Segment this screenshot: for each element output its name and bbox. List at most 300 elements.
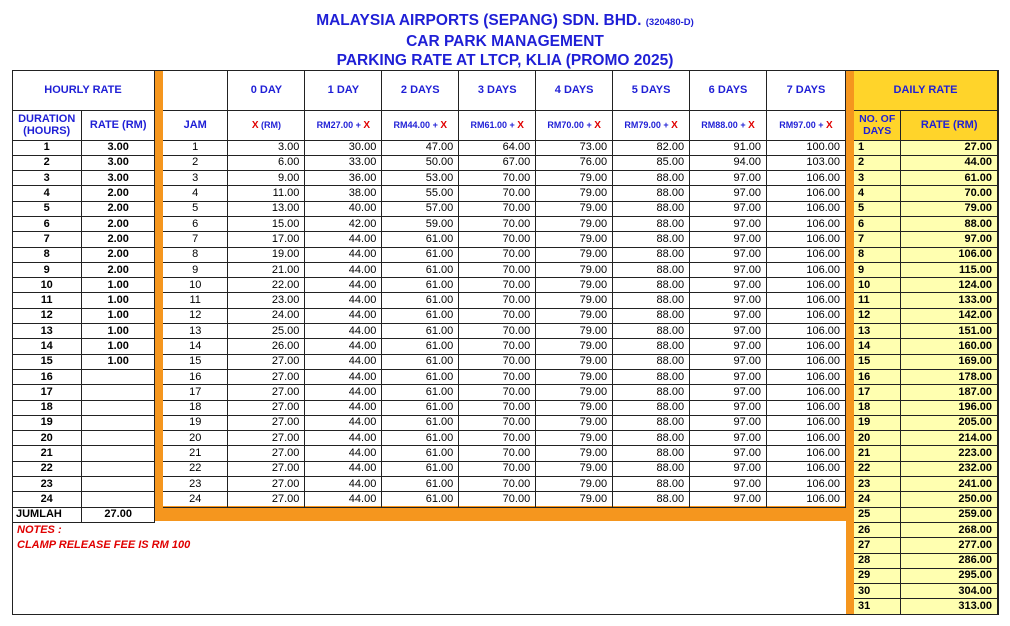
price-cell: 97.00 [690, 216, 767, 231]
rate-rm-header: RATE (RM) [82, 110, 155, 140]
price-cell: 19.00 [228, 247, 305, 262]
formula-cell [228, 110, 305, 140]
company-name: MALAYSIA AIRPORTS (SEPANG) SDN. BHD. [316, 12, 642, 29]
daily-col-header-row [854, 110, 998, 140]
daily-rate-cell: 232.00 [901, 461, 998, 476]
price-cell: 44.00 [305, 308, 382, 323]
daily-row [854, 262, 998, 277]
daily-rate-cell: 151.00 [901, 324, 998, 339]
price-cell: 106.00 [767, 461, 846, 476]
hour-rate-cell: 1.00 [82, 308, 155, 323]
matrix-row [163, 140, 846, 155]
hour-cell: 23 [12, 477, 82, 492]
price-cell: 88.00 [613, 400, 690, 415]
day-count-cell: 10 [854, 278, 901, 293]
hourly-row [12, 385, 155, 400]
daily-row [854, 538, 998, 553]
formula-cell [459, 110, 536, 140]
price-cell: 3.00 [228, 140, 305, 155]
day-count-cell: 8 [854, 247, 901, 262]
price-cell: 106.00 [767, 477, 846, 492]
hourly-rows [12, 140, 155, 507]
daily-rate-cell: 70.00 [901, 186, 998, 201]
price-cell: 27.00 [228, 477, 305, 492]
matrix-row [163, 477, 846, 492]
price-cell: 70.00 [459, 354, 536, 369]
day-count-cell: 30 [854, 584, 901, 599]
hour-rate-cell: 1.00 [82, 339, 155, 354]
price-cell: 55.00 [382, 186, 459, 201]
price-cell: 106.00 [767, 278, 846, 293]
price-cell: 97.00 [690, 369, 767, 384]
daily-rate-cell: 97.00 [901, 232, 998, 247]
total-value: 27.00 [82, 507, 155, 522]
price-cell: 59.00 [382, 216, 459, 231]
matrix-row [163, 201, 846, 216]
hour-cell: 12 [12, 308, 82, 323]
price-cell: 70.00 [459, 369, 536, 384]
matrix-corner [163, 71, 228, 110]
hourly-title-row [12, 71, 155, 110]
hourly-row [12, 186, 155, 201]
price-cell: 76.00 [536, 155, 613, 170]
day-count-cell: 28 [854, 553, 901, 568]
day-count-cell: 2 [854, 155, 901, 170]
hour-rate-cell: 3.00 [82, 171, 155, 186]
daily-row [854, 308, 998, 323]
hour-cell: 16 [12, 369, 82, 384]
price-cell: 88.00 [613, 369, 690, 384]
price-cell: 61.00 [382, 308, 459, 323]
price-cell: 106.00 [767, 247, 846, 262]
price-cell: 61.00 [382, 293, 459, 308]
price-cell: 106.00 [767, 339, 846, 354]
price-cell: 106.00 [767, 324, 846, 339]
price-cell: 64.00 [459, 140, 536, 155]
formula-cell [305, 110, 382, 140]
matrix-row [163, 461, 846, 476]
hour-rate-cell: 2.00 [82, 186, 155, 201]
price-cell: 47.00 [382, 140, 459, 155]
jam-cell: 18 [163, 400, 228, 415]
price-cell: 13.00 [228, 201, 305, 216]
hour-cell: 11 [12, 293, 82, 308]
price-cell: 70.00 [459, 201, 536, 216]
hourly-row [12, 155, 155, 170]
price-cell: 70.00 [459, 431, 536, 446]
matrix-row [163, 155, 846, 170]
hour-cell: 3 [12, 171, 82, 186]
price-cell: 57.00 [382, 201, 459, 216]
price-cell: 61.00 [382, 354, 459, 369]
daily-row [854, 568, 998, 583]
price-cell: 88.00 [613, 232, 690, 247]
price-cell: 27.00 [228, 461, 305, 476]
day-count-cell: 13 [854, 324, 901, 339]
price-cell: 106.00 [767, 186, 846, 201]
price-cell: 97.00 [690, 339, 767, 354]
price-cell: 97.00 [690, 492, 767, 507]
matrix-row [163, 400, 846, 415]
hour-cell: 8 [12, 247, 82, 262]
price-cell: 44.00 [305, 324, 382, 339]
hourly-row [12, 262, 155, 277]
divider-left [155, 71, 163, 521]
formula-base: RM61.00 + [470, 119, 518, 130]
price-cell: 24.00 [228, 308, 305, 323]
hourly-col-header-row [12, 110, 155, 140]
matrix-row [163, 415, 846, 430]
jam-cell: 7 [163, 232, 228, 247]
matrix-row [163, 186, 846, 201]
daily-rate-cell: 88.00 [901, 216, 998, 231]
price-cell: 88.00 [613, 171, 690, 186]
hourly-row [12, 232, 155, 247]
daily-row [854, 140, 998, 155]
price-cell: 94.00 [690, 155, 767, 170]
hour-rate-cell: 2.00 [82, 262, 155, 277]
hourly-total-row [12, 507, 155, 522]
price-cell: 44.00 [305, 369, 382, 384]
day-count-cell: 22 [854, 461, 901, 476]
formula-base: RM44.00 + [393, 119, 441, 130]
formula-row [163, 110, 846, 140]
matrix-row [163, 354, 846, 369]
formula-x: X [671, 119, 678, 131]
price-cell: 44.00 [305, 385, 382, 400]
price-cell: 44.00 [305, 247, 382, 262]
hour-cell: 9 [12, 262, 82, 277]
jam-cell: 20 [163, 431, 228, 446]
hour-cell: 18 [12, 400, 82, 415]
price-cell: 106.00 [767, 216, 846, 231]
price-cell: 44.00 [305, 354, 382, 369]
daily-row [854, 232, 998, 247]
price-cell: 70.00 [459, 477, 536, 492]
day-count-cell: 26 [854, 522, 901, 537]
price-cell: 88.00 [613, 293, 690, 308]
matrix-row [163, 431, 846, 446]
daily-title-row [854, 71, 998, 110]
price-cell: 79.00 [536, 461, 613, 476]
hourly-row [12, 293, 155, 308]
day-count-cell: 3 [854, 171, 901, 186]
matrix-row [163, 324, 846, 339]
price-cell: 61.00 [382, 461, 459, 476]
daily-rate-cell: 187.00 [901, 385, 998, 400]
day-count-cell: 9 [854, 262, 901, 277]
price-cell: 61.00 [382, 385, 459, 400]
daily-rate-cell: 223.00 [901, 446, 998, 461]
hour-rate-cell [82, 492, 155, 507]
hour-cell: 22 [12, 461, 82, 476]
daily-rate-cell: 178.00 [901, 369, 998, 384]
hourly-row [12, 278, 155, 293]
hour-cell: 1 [12, 140, 82, 155]
hour-rate-cell: 3.00 [82, 140, 155, 155]
daily-row [854, 385, 998, 400]
daily-rate-cell: 250.00 [901, 492, 998, 507]
hourly-row [12, 216, 155, 231]
jam-cell: 4 [163, 186, 228, 201]
notes [17, 523, 190, 553]
day-count-cell: 27 [854, 538, 901, 553]
formula-base: RM79.00 + [624, 119, 672, 130]
price-cell: 27.00 [228, 385, 305, 400]
day-count-cell: 31 [854, 599, 901, 614]
price-cell: 70.00 [459, 339, 536, 354]
daily-row [854, 293, 998, 308]
price-cell: 70.00 [459, 216, 536, 231]
price-cell: 97.00 [690, 446, 767, 461]
daily-rate-title: DAILY RATE [854, 71, 998, 110]
daily-row [854, 446, 998, 461]
price-cell: 82.00 [613, 140, 690, 155]
notes-title: NOTES : [17, 524, 62, 536]
hourly-rate-table [12, 71, 155, 523]
price-cell: 70.00 [459, 308, 536, 323]
price-cell: 50.00 [382, 155, 459, 170]
day-count-cell: 4 [854, 186, 901, 201]
day-header: 0 DAY [228, 71, 305, 110]
daily-rate-table [854, 71, 998, 615]
price-cell: 23.00 [228, 293, 305, 308]
day-count-cell: 7 [854, 232, 901, 247]
jam-cell: 2 [163, 155, 228, 170]
jam-cell: 16 [163, 369, 228, 384]
daily-rate-cell: 286.00 [901, 553, 998, 568]
daily-row [854, 477, 998, 492]
price-cell: 70.00 [459, 492, 536, 507]
daily-rate-cell: 196.00 [901, 400, 998, 415]
price-cell: 88.00 [613, 201, 690, 216]
day-header: 6 DAYS [690, 71, 767, 110]
price-cell: 27.00 [228, 492, 305, 507]
title-department: CAR PARK MANAGEMENT [406, 33, 604, 50]
day-count-cell: 15 [854, 354, 901, 369]
divider-bottom [155, 506, 854, 521]
matrix-row [163, 369, 846, 384]
jam-cell: 19 [163, 415, 228, 430]
price-cell: 106.00 [767, 354, 846, 369]
matrix-row [163, 247, 846, 262]
day-count-cell: 14 [854, 339, 901, 354]
jam-cell: 1 [163, 140, 228, 155]
price-cell: 97.00 [690, 461, 767, 476]
day-count-cell: 16 [854, 369, 901, 384]
daily-rate-cell: 160.00 [901, 339, 998, 354]
price-cell: 40.00 [305, 201, 382, 216]
price-cell: 61.00 [382, 278, 459, 293]
day-count-cell: 18 [854, 400, 901, 415]
day-count-cell: 24 [854, 492, 901, 507]
jam-cell: 8 [163, 247, 228, 262]
matrix-row [163, 216, 846, 231]
hour-rate-cell [82, 385, 155, 400]
price-cell: 25.00 [228, 324, 305, 339]
daily-rate-cell: 241.00 [901, 477, 998, 492]
price-cell: 70.00 [459, 262, 536, 277]
hour-cell: 7 [12, 232, 82, 247]
hourly-row [12, 171, 155, 186]
formula-base: RM27.00 + [316, 119, 364, 130]
day-count-cell: 29 [854, 568, 901, 583]
divider-right [846, 71, 854, 614]
price-cell: 61.00 [382, 477, 459, 492]
hourly-row [12, 400, 155, 415]
daily-rate-cell: 27.00 [901, 140, 998, 155]
daily-rate-cell: 214.00 [901, 431, 998, 446]
hourly-rate-title: HOURLY RATE [12, 71, 155, 110]
hour-cell: 19 [12, 415, 82, 430]
formula-cell [536, 110, 613, 140]
price-cell: 44.00 [305, 262, 382, 277]
hour-rate-cell [82, 369, 155, 384]
price-cell: 61.00 [382, 446, 459, 461]
jam-cell: 9 [163, 262, 228, 277]
day-count-cell: 20 [854, 431, 901, 446]
price-cell: 70.00 [459, 446, 536, 461]
matrix-rows [163, 140, 846, 507]
day-header: 7 DAYS [767, 71, 846, 110]
price-cell: 44.00 [305, 232, 382, 247]
price-cell: 97.00 [690, 308, 767, 323]
hourly-row [12, 324, 155, 339]
price-cell: 73.00 [536, 140, 613, 155]
price-cell: 22.00 [228, 278, 305, 293]
hour-cell: 20 [12, 431, 82, 446]
daily-rate-cell: 124.00 [901, 278, 998, 293]
price-cell: 97.00 [690, 262, 767, 277]
hour-rate-cell: 2.00 [82, 247, 155, 262]
hour-rate-cell: 2.00 [82, 216, 155, 231]
daily-rate-rm-header: RATE (RM) [901, 110, 998, 140]
hour-cell: 2 [12, 155, 82, 170]
price-cell: 61.00 [382, 415, 459, 430]
no-of-days-header: NO. OF DAYS [854, 110, 901, 140]
daily-row [854, 186, 998, 201]
daily-row [854, 201, 998, 216]
hourly-row [12, 461, 155, 476]
price-cell: 26.00 [228, 339, 305, 354]
hour-cell: 14 [12, 339, 82, 354]
price-cell: 97.00 [690, 293, 767, 308]
hourly-row [12, 431, 155, 446]
jam-cell: 5 [163, 201, 228, 216]
price-cell: 70.00 [459, 385, 536, 400]
price-cell: 88.00 [613, 247, 690, 262]
price-cell: 79.00 [536, 278, 613, 293]
formula-base: RM70.00 + [547, 119, 595, 130]
hour-rate-cell [82, 446, 155, 461]
price-cell: 100.00 [767, 140, 846, 155]
formula-x: X [251, 119, 259, 131]
price-cell: 30.00 [305, 140, 382, 155]
hour-cell: 17 [12, 385, 82, 400]
hourly-row [12, 477, 155, 492]
hour-rate-cell [82, 415, 155, 430]
price-cell: 88.00 [613, 216, 690, 231]
day-count-cell: 12 [854, 308, 901, 323]
price-cell: 79.00 [536, 385, 613, 400]
price-cell: 61.00 [382, 232, 459, 247]
formula-cell [382, 110, 459, 140]
hourly-row [12, 446, 155, 461]
price-cell: 61.00 [382, 324, 459, 339]
price-cell: 79.00 [536, 369, 613, 384]
price-cell: 44.00 [305, 278, 382, 293]
day-count-cell: 25 [854, 507, 901, 522]
jam-cell: 10 [163, 278, 228, 293]
price-cell: 88.00 [613, 354, 690, 369]
price-cell: 61.00 [382, 492, 459, 507]
price-cell: 44.00 [305, 415, 382, 430]
price-cell: 70.00 [459, 278, 536, 293]
matrix-row [163, 308, 846, 323]
title-rate-heading: PARKING RATE AT LTCP, KLIA (PROMO 2025) [336, 52, 674, 69]
duration-hours-header: DURATION (HOURS) [12, 110, 82, 140]
daily-rate-cell: 205.00 [901, 415, 998, 430]
jam-cell: 6 [163, 216, 228, 231]
daily-row [854, 507, 998, 522]
formula-base: RM88.00 + [701, 119, 749, 130]
formula-x: X [440, 119, 447, 131]
price-cell: 79.00 [536, 247, 613, 262]
daily-rate-cell: 106.00 [901, 247, 998, 262]
hour-rate-cell: 1.00 [82, 354, 155, 369]
daily-row [854, 400, 998, 415]
price-cell: 70.00 [459, 400, 536, 415]
daily-rate-cell: 268.00 [901, 522, 998, 537]
matrix-row [163, 293, 846, 308]
hourly-row [12, 339, 155, 354]
price-cell: 61.00 [382, 262, 459, 277]
price-cell: 106.00 [767, 446, 846, 461]
price-cell: 97.00 [690, 354, 767, 369]
daily-row [854, 492, 998, 507]
price-cell: 106.00 [767, 431, 846, 446]
company-reg-no: (320480-D) [645, 17, 694, 28]
daily-row [854, 584, 998, 599]
daily-rate-cell: 61.00 [901, 171, 998, 186]
hourly-row [12, 201, 155, 216]
price-cell: 79.00 [536, 171, 613, 186]
jam-cell: 13 [163, 324, 228, 339]
price-cell: 106.00 [767, 293, 846, 308]
day-rate-matrix [163, 71, 846, 508]
day-count-cell: 23 [854, 477, 901, 492]
price-cell: 27.00 [228, 415, 305, 430]
hour-rate-cell [82, 400, 155, 415]
price-cell: 88.00 [613, 415, 690, 430]
price-cell: 44.00 [305, 339, 382, 354]
jam-cell: 21 [163, 446, 228, 461]
formula-x: X [363, 119, 371, 131]
matrix-row [163, 385, 846, 400]
price-cell: 44.00 [305, 431, 382, 446]
price-cell: 88.00 [613, 278, 690, 293]
day-header: 3 DAYS [459, 71, 536, 110]
daily-row [854, 278, 998, 293]
price-cell: 53.00 [382, 171, 459, 186]
price-cell: 27.00 [228, 354, 305, 369]
daily-row [854, 155, 998, 170]
price-cell: 38.00 [305, 186, 382, 201]
hour-rate-cell: 1.00 [82, 278, 155, 293]
hour-cell: 4 [12, 186, 82, 201]
formula-cell [613, 110, 690, 140]
price-cell: 106.00 [767, 492, 846, 507]
